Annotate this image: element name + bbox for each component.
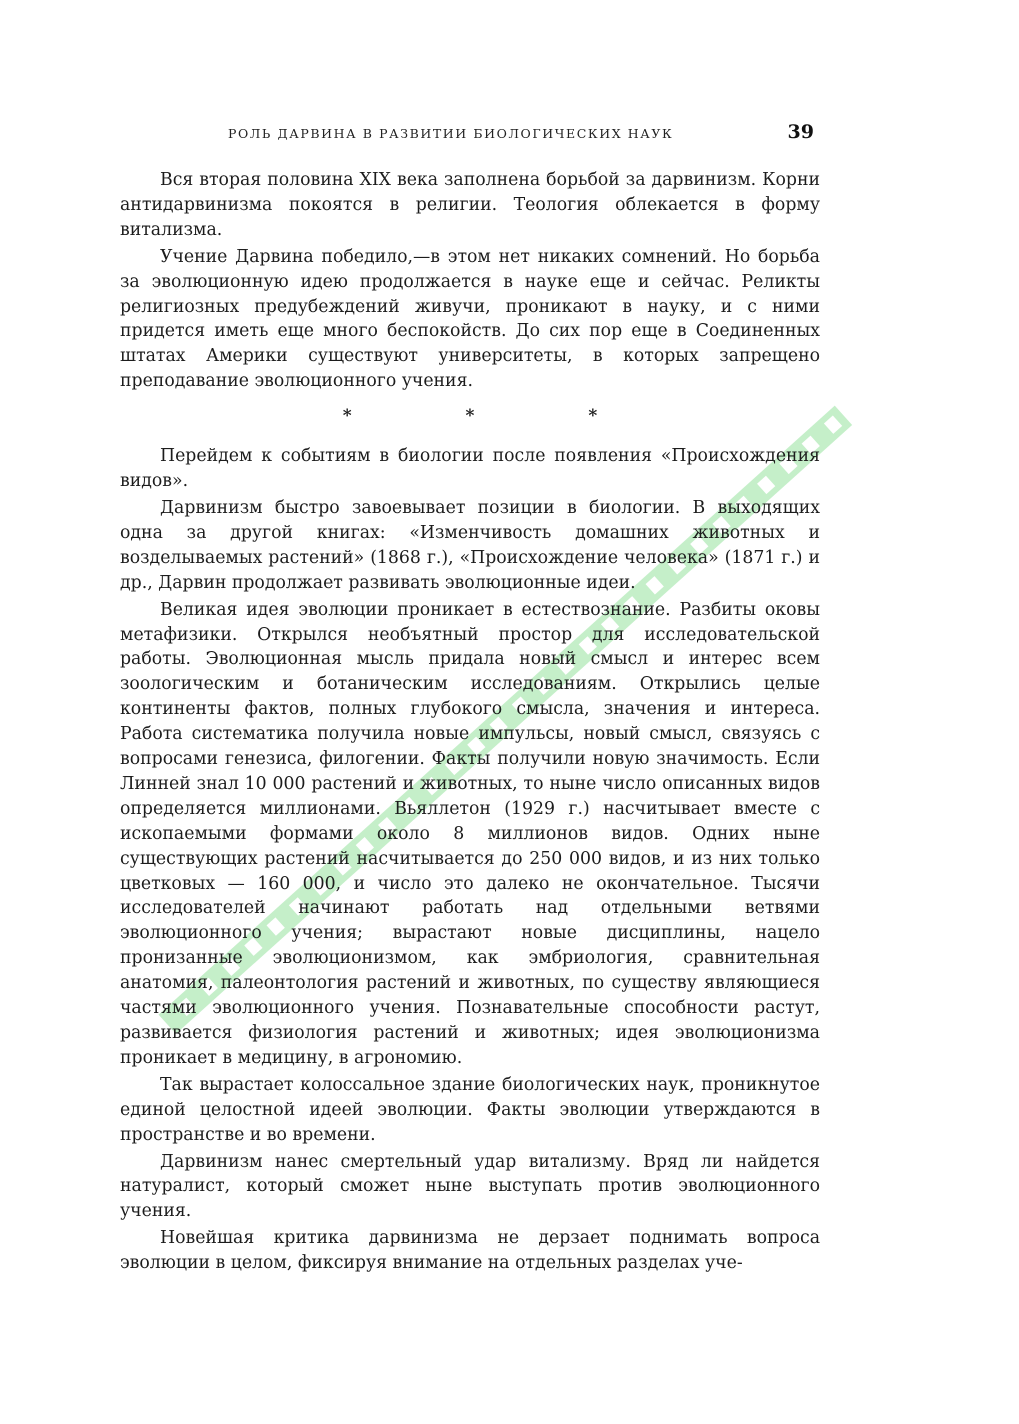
paragraph: Вся вторая половина XIX века заполнена борьбой за дарвинизм. Корни антидарвинизма покоятся в религии. Теология облекается в форму витализма. [120, 170, 820, 240]
page-number: 39 [787, 121, 814, 143]
section-break: * * * [342, 406, 652, 427]
paragraph: Дарвинизм нанес смертельный удар витализму. Вряд ли найдется натуралист, который сможет ныне выступать против эволюционного учения. [120, 1151, 820, 1222]
paragraph: Перейдем к событиям в биологии после появления «Происхождения видов». [120, 446, 820, 492]
paragraph: Так вырастает колоссальное здание биологических наук, проникнутое единой целостной идеей эволюции. Факты эволюции утверждаются в пространстве и во времени. [120, 1074, 820, 1145]
paragraph: Дарвинизм быстро завоевывает позиции в биологии. В выходящих одна за другой книгах: «Изменчивость домашних животных и возделываемых растений» (1868 г.), «Происхождение человека» (1871 г.) и др., Дарвин продолжает развивать эволюционные идеи. [120, 497, 820, 593]
body-text [120, 168, 820, 1276]
paragraph: Великая идея эволюции проникает в естествознание. Разбиты оковы метафизики. Открылся необъятный простор для исследовательской работы. Эволюционная мысль придала новый смысл и интерес всем зоологическим и ботаническим исследованиям. Открылись целые континенты фактов, полных глубокого смысла, значения и интереса. Работа систематика получила новые импульсы, новый смысл, связуясь с вопросами генезиса, филогении. Факты получили новую значимость. Если Линней знал 10 000 растений и животных, то ныне число описанных видов определяется миллионами. Вьяллетон (1929 г.) насчитывает вместе с ископаемыми формами около 8 миллионов видов. Одних ныне существующих растений насчитывается до 250 000 видов, и из них только цветковых — 160 000, и число это далеко не окончательное. Тысячи исследователей начинают работать над отдельными ветвями эволюционного учения; вырастают новые дисциплины, нацело пронизанные эволюционизмом, как эмбриология, сравнительная анатомия, палеонтология растений и животных, по существу являющиеся частями эволюционного учения. Познавательные способности растут, развивается физиология растений и животных; идея эволюционизма проникает в медицину, в агрономию. [120, 599, 820, 1068]
paragraph: Новейшая критика дарвинизма не дерзает поднимать вопроса эволюции в целом, фиксируя внимание на отдельных разделах уче- [120, 1228, 820, 1274]
running-title: РОЛЬ ДАРВИНА В РАЗВИТИИ БИОЛОГИЧЕСКИХ НАУК [228, 126, 674, 141]
paragraph: Учение Дарвина победило,—в этом нет никаких сомнений. Но борьба за эволюционную идею продолжается в науке еще и сейчас. Реликты религиозных предубеждений живучи, проникают в науку, и с ними придется иметь еще много беспокойств. До сих пор еще в Соединенных штатах Америки существуют университеты, в которых запрещено преподавание эволюционного учения. [120, 246, 820, 392]
running-header [228, 121, 818, 148]
